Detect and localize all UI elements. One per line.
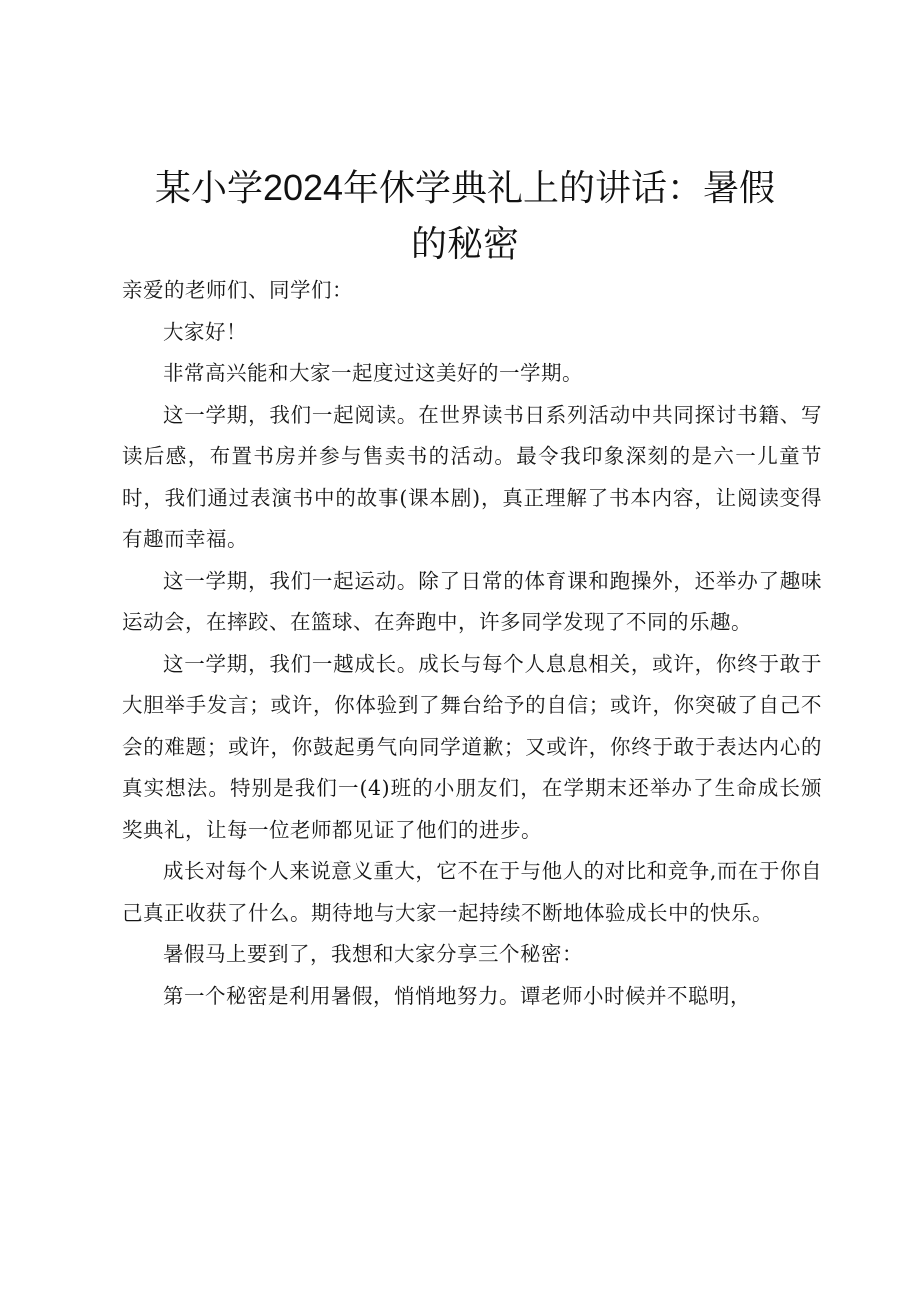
paragraph: 非常高兴能和大家一起度过这美好的一学期。 (163, 361, 583, 385)
salutation: 亲爱的老师们、同学们： (122, 278, 353, 302)
paragraph: 成长对每个人来说意义重大，它不在于与他人的对比和竞争,而在于你自己真正收获了什么。期待地与大家一起持续不断地体验成长中的快乐。 (122, 859, 822, 925)
paragraph: 这一学期，我们一起阅读。在世界读书日系列活动中共同探讨书籍、写读后感，布置书房并参与售卖书的活动。最令我印象深刻的是六一儿童节时，我们通过表演书中的故事(课本剧)，真正理解了书本内容，让阅读变得有趣而幸福。 (122, 402, 822, 551)
paragraph: 大家好！ (163, 319, 247, 344)
paragraph: 第一个秘密是利用暑假，悄悄地努力。谭老师小时候并不聪明， (163, 983, 751, 1008)
paragraph: 这一学期，我们一越成长。成长与每个人息息相关，或许，你终于敢于大胆举手发言；或许，你体验到了舞台给予的自信；或许，你突破了自己不会的难题；或许，你鼓起勇气向同学道歉；又或许，你终于敢于表达内心的真实想法。特别是我们一(4)班的小朋友们，在学期末还举办了生命成长颁奖典礼，让每一位老师都见证了他们的进步。 (122, 651, 822, 842)
paragraph: 暑假马上要到了，我想和大家分享三个秘密： (163, 942, 583, 966)
document-title: 某小学2024年休学典礼上的讲话：暑假的秘密 (154, 167, 776, 264)
document-body (122, 270, 822, 1017)
paragraph: 这一学期，我们一起运动。除了日常的体育课和跑操外，还举办了趣味运动会，在摔跤、在篮球、在奔跑中，许多同学发现了不同的乐趣。 (122, 568, 822, 634)
